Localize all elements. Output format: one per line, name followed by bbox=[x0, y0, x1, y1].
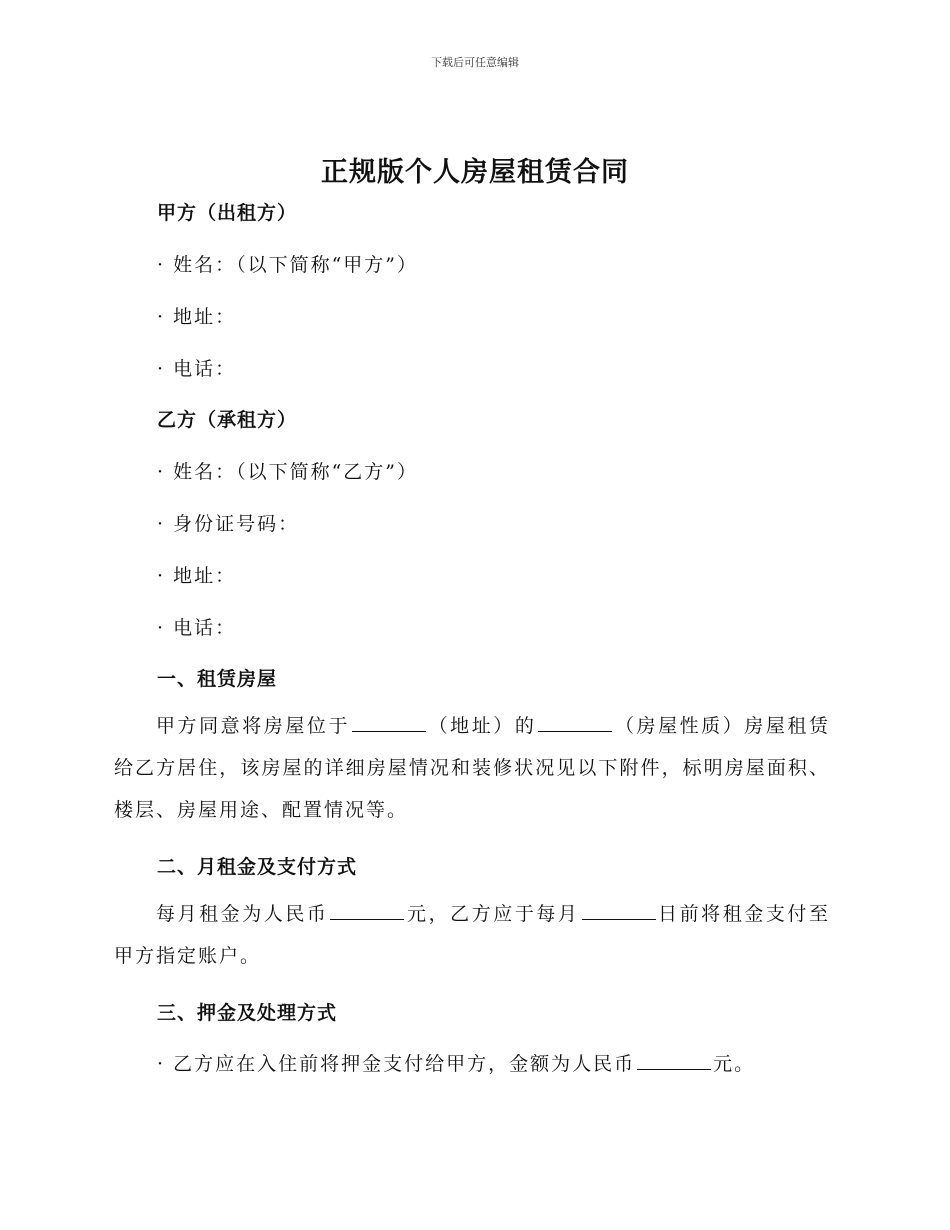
section2-heading: 二、月租金及支付方式 bbox=[157, 856, 358, 878]
section1-text-2: （地址）的 bbox=[428, 715, 537, 737]
section2-paragraph bbox=[114, 893, 830, 977]
blank-rent-amount bbox=[330, 903, 404, 920]
section3-text-1: · 乙方应在入住前将押金支付给甲方，金额为人民币 bbox=[157, 1053, 636, 1075]
section2-text-1: 每月租金为人民币 bbox=[156, 903, 329, 925]
header-note: 下载后可任意编辑 bbox=[431, 56, 519, 69]
section2-text-2: 元，乙方应于每月 bbox=[406, 903, 580, 925]
party-b-heading: 乙方（承租方） bbox=[157, 409, 298, 431]
section1-heading: 一、租赁房屋 bbox=[157, 668, 278, 690]
party-b-address: · 地址： bbox=[157, 565, 237, 587]
section1-paragraph bbox=[114, 705, 830, 831]
party-b-phone: · 电话： bbox=[157, 617, 237, 639]
section1-text-1: 甲方同意将房屋位于 bbox=[156, 715, 351, 737]
section3-text-2: 元。 bbox=[713, 1053, 756, 1075]
party-a-name: · 姓名：（以下简称“甲方”） bbox=[157, 254, 419, 276]
party-b-id-number: · 身份证号码： bbox=[157, 513, 300, 535]
party-a-heading: 甲方（出租方） bbox=[157, 202, 298, 224]
party-a-address: · 地址： bbox=[157, 306, 237, 328]
section1-text-3: （房屋性质）房屋租赁给乙方居住，该房屋的详细房屋情况和装修状况见以下附件，标明房屋面积、楼层、房屋用途、配置情况等。 bbox=[114, 715, 830, 821]
blank-property-type bbox=[538, 715, 612, 732]
blank-deposit-amount bbox=[637, 1053, 711, 1070]
section2-text-3: 日前将租金支付至甲方指定账户。 bbox=[114, 903, 830, 967]
blank-pay-day bbox=[582, 903, 656, 920]
document-title: 正规版个人房屋租赁合同 bbox=[321, 157, 629, 188]
section3-heading: 三、押金及处理方式 bbox=[157, 1002, 338, 1024]
section3-line bbox=[157, 1049, 755, 1076]
blank-address bbox=[352, 715, 426, 732]
party-a-phone: · 电话： bbox=[157, 358, 237, 380]
party-b-name: · 姓名：（以下简称“乙方”） bbox=[157, 461, 419, 483]
